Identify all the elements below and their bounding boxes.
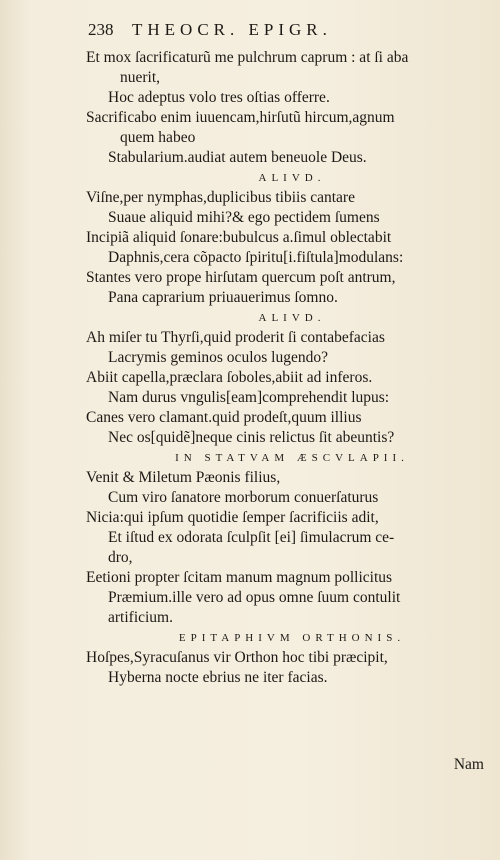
running-head: THEOCR. EPIGR.	[132, 20, 332, 39]
catchword: Nam	[453, 756, 484, 773]
section-heading: ALIVD.	[258, 172, 326, 184]
text-line: Canes vero clamant.quid prodeſt,quum illius	[86, 409, 362, 426]
text-line: Hoc adeptus volo tres oſtias offerre.	[108, 89, 330, 106]
text-line: Incipiã aliquid ſonare:bubulcus a.ſimul oblectabit	[86, 229, 392, 246]
text-line: Hyberna nocte ebrius ne iter facias.	[108, 669, 328, 686]
text-line: Abiit capella,præclara ſoboles,abiit ad inferos.	[86, 369, 373, 386]
text-line: Stantes vero prope hirſutam quercum poſt antrum,	[86, 269, 396, 286]
text-line: dro,	[108, 549, 133, 566]
text-line: Viſne,per nymphas,duplicibus tibiis cantare	[86, 189, 355, 206]
text-line: Pana caprarium priuauerimus ſomno.	[108, 289, 338, 306]
text-line: Nam durus vngulis[eam]comprehendit lupus:	[108, 389, 390, 406]
text-line: Nec os[quidẽ]neque cinis relictus ſit abeuntis?	[108, 429, 395, 446]
text-line: Et mox ſacrificaturũ me pulchrum caprum : at ſi aba	[86, 49, 409, 66]
text-line: Suaue aliquid mihi?& ego pectidem ſumens	[108, 209, 380, 226]
text-line: Præmium.ille vero ad opus omne ſuum contulit	[108, 589, 401, 606]
section-heading: ALIVD.	[258, 312, 326, 324]
text-line: artificium.	[108, 609, 173, 626]
text-line: Daphnis,cera cõpacto ſpiritu[i.fiſtula]modulans:	[108, 249, 404, 266]
text-line: Cum viro ſanatore morborum conuerſaturus	[108, 489, 379, 506]
text-line: nuerit,	[120, 69, 161, 86]
text-line: quem habeo	[120, 129, 196, 146]
text-line: Lacrymis geminos oculos lugendo?	[108, 349, 328, 366]
text-line: Stabularium.audiat autem beneuole Deus.	[108, 149, 367, 166]
text-line: Et iſtud ex odorata ſculpſit [ei] ſimulacrum ce-	[108, 529, 395, 546]
section-heading: EPITAPHIVM ORTHONIS.	[178, 632, 406, 644]
page-body	[86, 48, 498, 688]
text-line: Nicia:qui ipſum quotidie ſemper ſacrificiis adit,	[86, 509, 379, 526]
text-line: Hoſpes,Syracuſanus vir Orthon hoc tibi præcipit,	[86, 649, 388, 666]
text-line: Sacrificabo enim iuuencam,hirſutũ hircum,agnum	[86, 109, 395, 126]
text-line: Eetioni propter ſcitam manum magnum pollicitus	[86, 569, 393, 586]
page-number: 238	[88, 20, 114, 39]
text-line: Venit & Miletum Pæonis filius,	[86, 469, 281, 486]
section-heading: IN STATVAM ÆSCVLAPII.	[175, 452, 409, 464]
text-line: Ah miſer tu Thyrſi,quid proderit ſi contabefacias	[86, 329, 385, 346]
page-header	[88, 18, 408, 42]
